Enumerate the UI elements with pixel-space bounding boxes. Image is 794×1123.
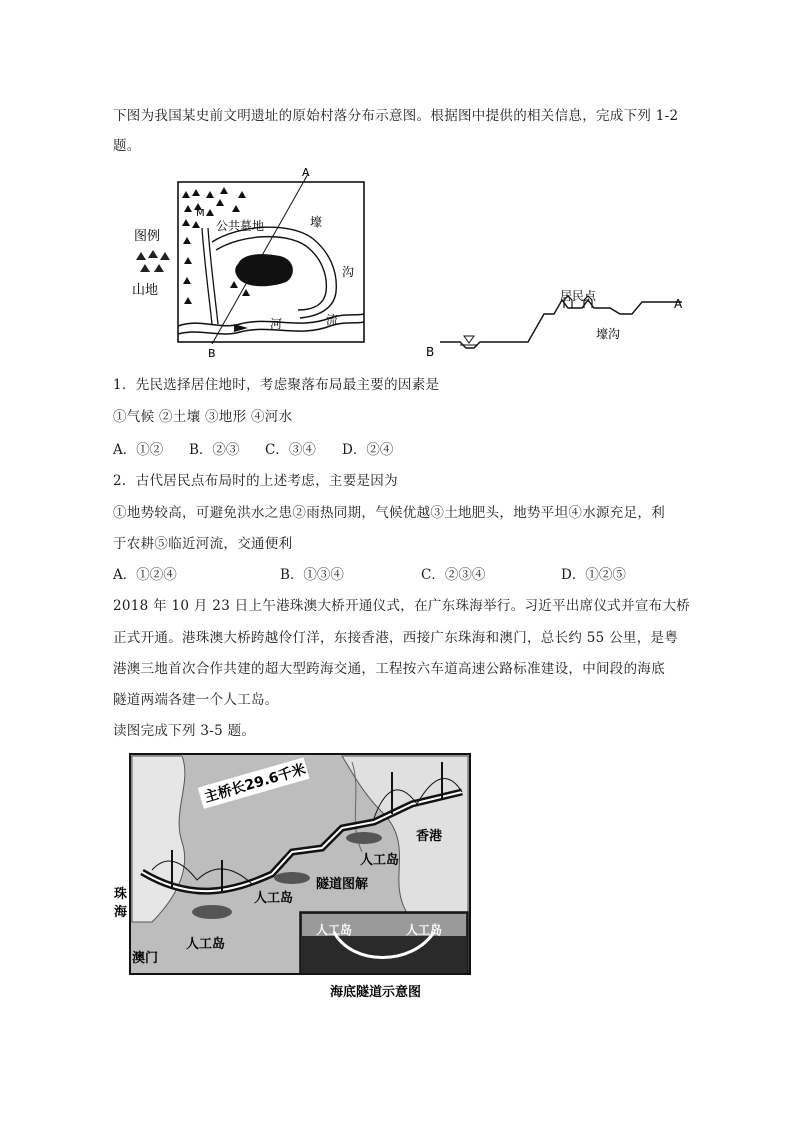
legend-mountain-icon	[136, 250, 170, 272]
legend-mountain-label: 山地	[132, 283, 159, 298]
island-2	[274, 872, 310, 884]
map-river-char-2: 流	[326, 313, 339, 327]
island-1	[192, 905, 232, 919]
intro2-line-1: 2018 年 10 月 23 日上午港珠澳大桥开通仪式，在广东珠海举行。习近平出席仪式并宣布大桥	[113, 598, 691, 614]
map-river-char-1: 河	[270, 317, 283, 331]
main-length-text: 主桥长29.6千米	[202, 761, 308, 806]
q2-option-a[interactable]: A．①②④	[113, 567, 177, 583]
tunnel-inset	[300, 912, 468, 974]
tunnel-diagram-label: 隧道图解	[316, 877, 369, 892]
intro3-line: 读图完成下列 3-5 题。	[113, 723, 256, 739]
island-label-east: 人工岛	[360, 853, 400, 868]
map-label-m: M	[196, 208, 205, 219]
map-label-b: B	[208, 347, 216, 360]
zhuhai-char-1: 珠	[114, 887, 128, 902]
bridge-caption: 海底隧道示意图	[330, 985, 422, 1000]
profile-label-b: B	[426, 345, 435, 359]
map-moat-char-1: 壕	[310, 215, 323, 229]
macau-label: 澳门	[132, 951, 159, 966]
hong-kong-label: 香港	[416, 829, 443, 844]
water-level-icon	[464, 336, 474, 343]
profile-label-a: A	[674, 297, 683, 311]
island-label-middle: 人工岛	[254, 891, 294, 906]
village-map-figure	[130, 168, 370, 360]
q2-option-b[interactable]: B．①③④	[280, 567, 344, 583]
q1-items: ①气候 ②土壤 ③地形 ④河水	[113, 409, 293, 425]
profile-moat-label: 壕沟	[596, 327, 621, 341]
intro2-line-4: 隧道两端各建一个人工岛。	[113, 692, 279, 708]
profile-settlement-label: 居民点	[560, 289, 597, 303]
intro-line-2: 题。	[113, 138, 141, 154]
tunnel-island-left: 人工岛	[316, 923, 353, 937]
terrain-profile	[440, 300, 682, 348]
map-label-a: A	[302, 168, 310, 179]
settlement-area	[235, 254, 293, 286]
q2-items-line-2: 于农耕⑤临近河流，交通便利	[113, 536, 293, 552]
q2-option-c[interactable]: C．②③④	[421, 567, 486, 583]
q2-option-d[interactable]: D．①②⑤	[561, 567, 626, 583]
q1-option-d[interactable]: D．②④	[342, 442, 394, 458]
intro2-line-3: 港澳三地首次合作共建的超大型跨海交通，工程按六车道高速公路标准建设，中间段的海底	[113, 661, 665, 677]
island-label-west: 人工岛	[186, 937, 226, 952]
q2-stem: 2．古代居民点布局时的上述考虑，主要是因为	[113, 473, 398, 489]
q1-option-a[interactable]: A．①②	[113, 442, 164, 458]
zhuhai-char-2: 海	[114, 905, 128, 920]
profile-figure	[420, 190, 690, 366]
map-moat-char-2: 沟	[342, 265, 355, 279]
q1-option-b[interactable]: B．②③	[189, 442, 240, 458]
q1-option-c[interactable]: C．③④	[265, 442, 316, 458]
island-3	[346, 832, 382, 844]
bridge-figure	[112, 752, 472, 1004]
q2-items-line-1: ①地势较高，可避免洪水之患②雨热同期，气候优越③土地肥头，地势平坦④水源充足，利	[113, 505, 665, 521]
legend-title: 图例	[134, 229, 161, 244]
intro2-line-2: 正式开通。港珠澳大桥跨越伶仃洋，东接香港，西接广东珠海和澳门，总长约 55 公里，是粤	[113, 630, 679, 646]
map-cemetery-label: 公共墓地	[216, 219, 265, 233]
q1-stem: 1．先民选择居住地时，考虑聚落布局最主要的因素是	[113, 377, 440, 393]
tunnel-island-right: 人工岛	[406, 923, 443, 937]
intro-line-1: 下图为我国某史前文明遗址的原始村落分布示意图。根据图中提供的相关信息，完成下列 1-2	[113, 108, 679, 124]
